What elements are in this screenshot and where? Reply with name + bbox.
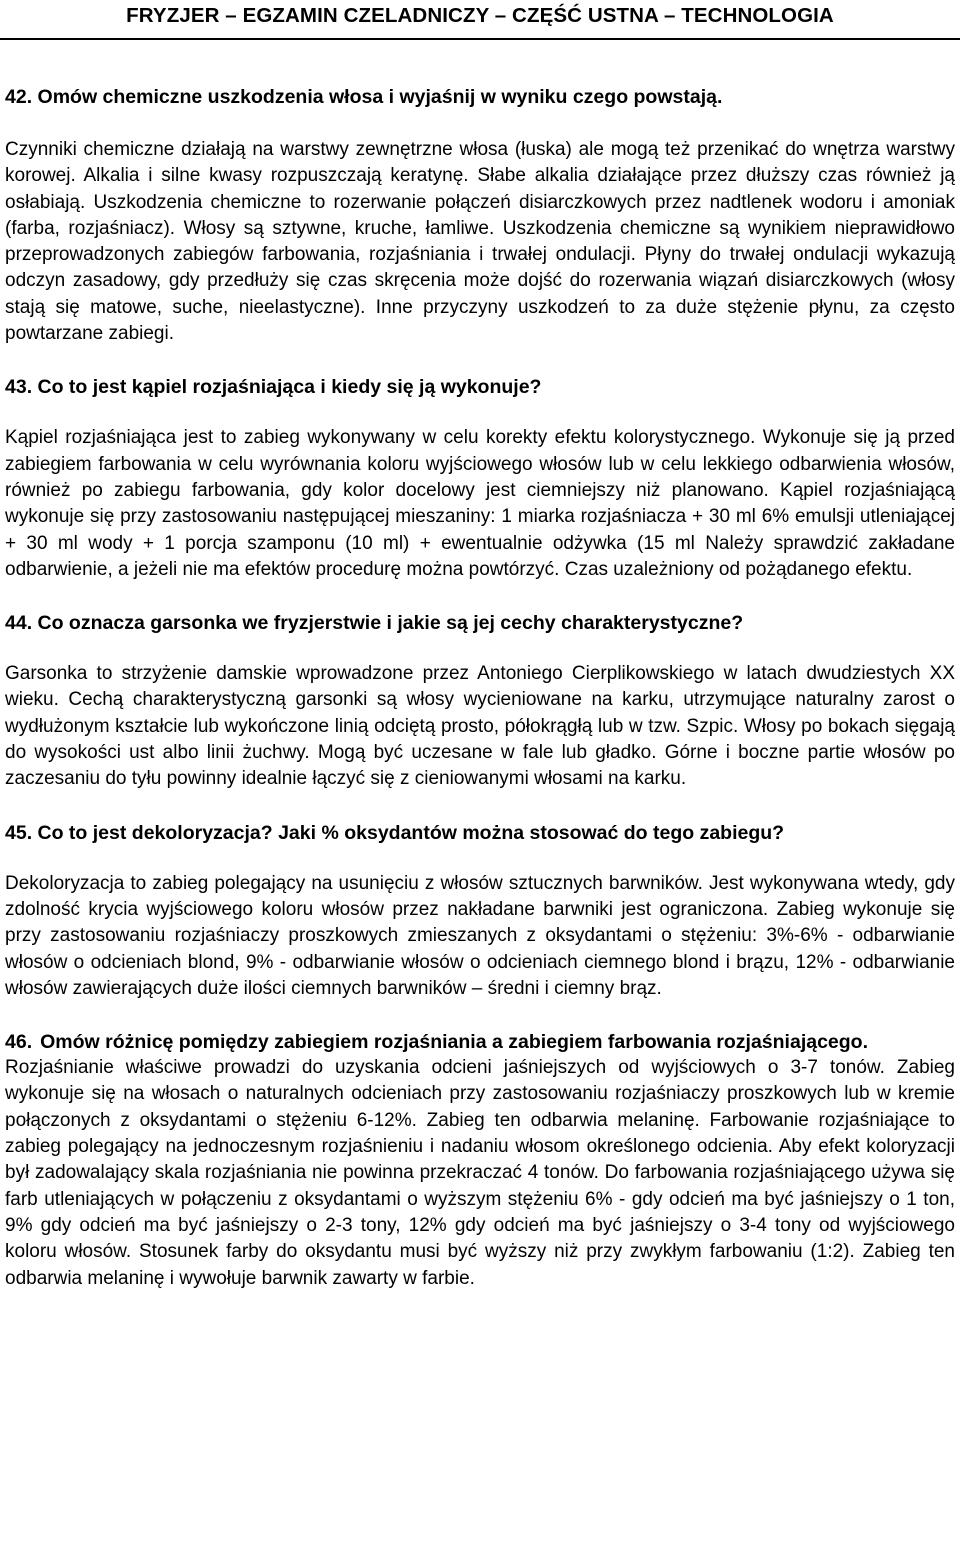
question-44: 44. Co oznacza garsonka we fryzjerstwie i jakie są jej cechy charakterystyczne?: [5, 612, 744, 635]
question-43: 43. Co to jest kąpiel rozjaśniająca i kiedy się ją wykonuje?: [5, 376, 542, 399]
answer-42: Czynniki chemiczne działają na warstwy zewnętrzne włosa (łuska) ale mogą też przenikać do wnętrza warstwy korowej. Alkalia i silne kwasy rozpuszczają keratynę. Słabe alkalia działające przez dłuższy czas również ją osłabiają. Uszkodzenia chemiczne to rozerwanie połączeń disiarczkowych przez nadtlenek wodoru i amoniak (farba, rozjaśniacz). Włosy są sztywne, kruche, łamliwe. Uszkodzenia chemiczne są wynikiem nieprawidłowo przeprowadzonych zabiegów farbowania, rozjaśniania i trwałej ondulacji. Płyny do trwałej ondulacji wykazują odczyn zasadowy, gdy przedłuży się czas skręcenia może dojść do rozerwania wiązań disiarczkowych (włosy stają się matowe, suche, nieelastyczne). Inne przyczyny uszkodzeń to za duże stężenie płynu, za często powtarzane zabiegi.: [5, 139, 955, 345]
question-46: [5, 1029, 955, 1055]
question-46-number: 46.: [5, 1031, 33, 1054]
document-body: [5, 84, 955, 1292]
answer-45: Dekoloryzacja to zabieg polegający na usunięciu z włosów sztucznych barwników. Jest wykonywana wtedy, gdy zdolność krycia wyjściowego koloru włosów przez nakładane barwniki jest ograniczona. Zabieg wykonuje się przy zastosowaniu rozjaśniaczy proszkowych zmieszanych z oksydantami o stężeniu: 3%-6% - odbarwianie włosów o odcieniach blond, 9% - odbarwianie włosów o odcieniach ciemnego blond i brązu, 12% - odbarwianie włosów zawierających duże ilości ciemnych barwników – średni i ciemny brąz.: [5, 872, 955, 999]
answer-46: Rozjaśnianie właściwe prowadzi do uzyskania odcieni jaśniejszych od wyjściowych o 3-7 tonów. Zabieg wykonuje się na włosach o naturalnych odcieniach przy zastosowaniu rozjaśniaczy proszkowych lub w kremie połączonych z oksydantami o stężeniu 6-12%. Zabieg ten odbarwia melaninę. Farbowanie rozjaśniające to zabieg polegający na jednoczesnym rozjaśnieniu i nadaniu włosom określonego odcienia. Aby efekt koloryzacji był zadowalający skala rozjaśniania nie powinna przekraczać 4 tonów. Do farbowania rozjaśniającego używa się farb utleniających w połączeniu z oksydantami o wyższym stężeniu 6% - gdy odcień ma być jaśniejszy o 1 ton, 9% gdy odcień ma być jaśniejszy o 2-3 tony, 12% gdy odcień ma być jaśniejszy o 3-4 tony od wyjściowego koloru włosów. Stosunek farby do oksydantu musi być wyższy niż przy zwykłym farbowaniu (1:2). Zabieg ten odbarwia melaninę i wywołuje barwnik zawarty w farbie.: [5, 1057, 955, 1289]
question-45: 45. Co to jest dekoloryzacja? Jaki % oksydantów można stosować do tego zabiegu?: [5, 821, 785, 844]
question-46-text: Omów różnicę pomiędzy zabiegiem rozjaśniania a zabiegiem farbowania rozjaśniającego.: [40, 1031, 869, 1054]
question-42: 42. Omów chemiczne uszkodzenia włosa i wyjaśnij w wyniku czego powstają.: [5, 86, 723, 108]
header-divider: [0, 38, 960, 40]
page-header: FRYZJER – EGZAMIN CZELADNICZY – CZĘŚĆ USTNA – TECHNOLOGIA: [126, 4, 834, 27]
answer-44: Garsonka to strzyżenie damskie wprowadzone przez Antoniego Cierplikowskiego w latach dwudziestych XX wieku. Cechą charakterystyczną garsonki są włosy wycieniowane na karku, utrzymujące naturalny zarost o wydłużonym kształcie lub wykończone linią odciętą prosto, półokrągłą lub w tzw. Szpic. Włosy po bokach sięgają do wysokości ust albo linii żuchwy. Mogą być uczesane w fale lub gładko. Górne i boczne partie włosów po zaczesaniu do tyłu powinny idealnie łączyć się z cieniowanymi włosami na karku.: [5, 663, 955, 790]
answer-43: Kąpiel rozjaśniająca jest to zabieg wykonywany w celu korekty efektu kolorystycznego. Wykonuje się ją przed zabiegiem farbowania w celu wyrównania koloru wyjściowego włosów lub w celu lekkiego odbarwienia włosów, również po zabiegu farbowania, gdy kolor docelowy jest ciemniejszy niż planowano. Kąpiel rozjaśniającą wykonuje się przy zastosowaniu następującej mieszaniny: 1 miarka rozjaśniacza + 30 ml 6% emulsji utleniającej + 30 ml wody + 1 porcja szamponu (10 ml) + ewentualnie odżywka (15 ml Należy sprawdzić zakładane odbarwienie, a jeżeli nie ma efektów procedurę można powtórzyć. Czas uzależniony od pożądanego efektu.: [5, 427, 955, 580]
